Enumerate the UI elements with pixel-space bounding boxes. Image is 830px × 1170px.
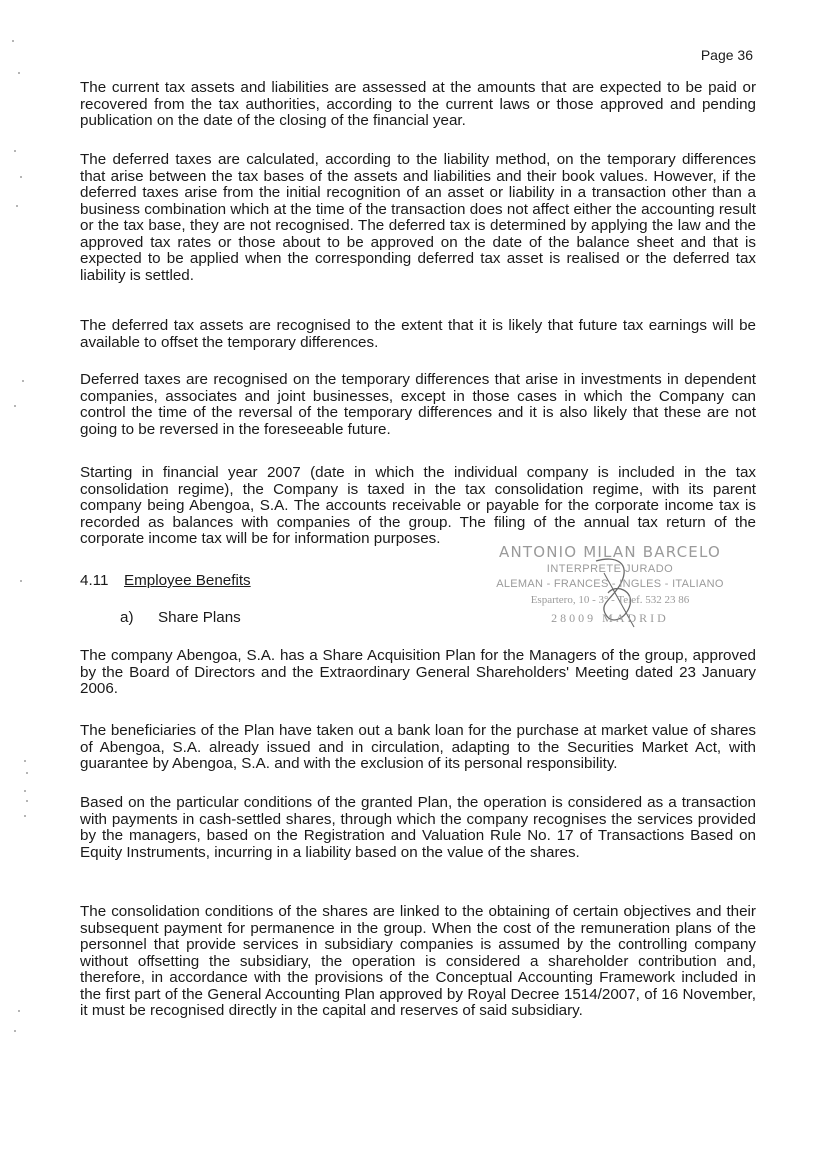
- translator-stamp: [494, 541, 726, 633]
- section-heading: [80, 572, 251, 589]
- paragraph-plan-conditions: Based on the particular conditions of the granted Plan, the operation is considered as a transaction with payments in cash-settled shares, through which the company recognises the services provided by the managers, based on the Registration and Valuation Rule No. 17 of Transactions Based on Equity Instruments, incurring in a liability based on the value of the shares.: [80, 794, 756, 861]
- stamp-city: 28009 MADRID: [551, 611, 669, 625]
- section-title: Employee Benefits: [124, 572, 251, 589]
- paragraph-deferred-taxes: The deferred taxes are calculated, according to the liability method, on the temporary differences that arise between the tax bases of the assets and liabilities and their book values. However, if the deferred taxes arise from the initial recognition of an asset or liability in a transaction other than a business combination which at the time of the transaction does not affect either the accounting result or the tax base, they are not recognised. The deferred tax is determined by applying the law and the approved tax rates or those about to be approved on the date of the balance sheet and that is expected to be applied when the corresponding deferred tax asset is realised or the deferred tax liability is settled.: [80, 151, 756, 284]
- paragraph-tax-consolidation: Starting in financial year 2007 (date in which the individual company is included in the tax consolidation regime), the Company is taxed in the tax consolidation regime, with its parent company being Abengoa, S.A. The accounts receivable or payable for the corporate income tax is recorded as balances with companies of the group. The filing of the annual tax return of the corporate income tax will be for information purposes.: [80, 464, 756, 547]
- stamp-role: INTERPRETE JURADO: [546, 563, 674, 575]
- paragraph-share-plan: The company Abengoa, S.A. has a Share Acquisition Plan for the Managers of the group, approved by the Board of Directors and the Extraordinary General Shareholders' Meeting dated 23 January 2006.: [80, 647, 756, 697]
- paragraph-current-tax: The current tax assets and liabilities are assessed at the amounts that are expected to be paid or recovered from the tax authorities, according to the current laws or those approved and pending publication on the date of the closing of the financial year.: [80, 79, 756, 129]
- stamp-languages: ALEMAN - FRANCES - INGLES - ITALIANO: [496, 578, 724, 590]
- stamp-name: ANTONIO MILAN BARCELO: [499, 543, 721, 561]
- paragraph-beneficiaries: The beneficiaries of the Plan have taken out a bank loan for the purchase at market value of shares of Abengoa, S.A. already issued and in circulation, adapting to the Securities Market Act, with guarantee by Abengoa, S.A. and with the exclusion of its personal responsibility.: [80, 722, 756, 772]
- section-number: 4.11: [80, 572, 109, 589]
- paragraph-deferred-tax-assets: The deferred tax assets are recognised to the extent that it is likely that future tax earnings will be available to offset the temporary differences.: [80, 317, 756, 351]
- stamp-address: Espartero, 10 - 3° - Telef. 532 23 86: [530, 594, 690, 606]
- subsection-heading: [120, 609, 241, 626]
- paragraph-temporary-differences: Deferred taxes are recognised on the temporary differences that arise in investments in dependent companies, associates and joint businesses, except in those cases in which the Company can control the time of the reversal of the temporary differences and it is also likely that these are not going to be reversed in the foreseeable future.: [80, 371, 756, 438]
- page-number: Page 36: [700, 47, 753, 63]
- subsection-title: Share Plans: [158, 609, 241, 626]
- paragraph-consolidation-conditions: The consolidation conditions of the shares are linked to the obtaining of certain objectives and their subsequent payment for permanence in the group. When the cost of the remuneration plans of the personnel that provide services in subsidiary companies is assumed by the controlling company without offsetting the subsidiary, the operation is considered a shareholder contribution and, therefore, in accordance with the provisions of the Conceptual Accounting Framework included in the first part of the General Accounting Plan approved by Royal Decree 1514/2007, of 16 November, it must be recognised directly in the capital and reserves of said subsidiary.: [80, 903, 756, 1019]
- subsection-letter: a): [120, 609, 134, 626]
